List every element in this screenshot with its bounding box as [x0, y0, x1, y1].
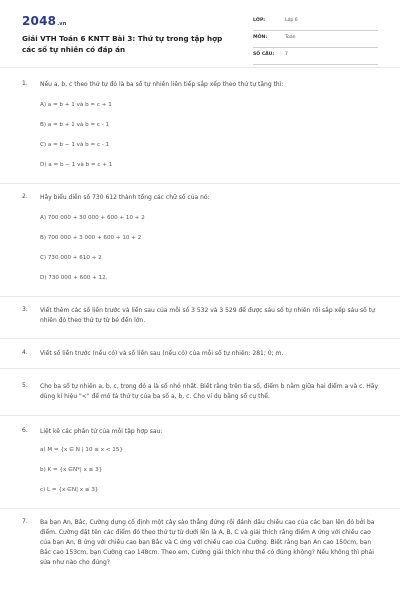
option-d: D) 730 000 + 600 + 12. [40, 275, 108, 281]
set-m: a) M = {x ∈ N | 10 ≤ x < 15} [40, 447, 123, 453]
logo-suffix: .vn [57, 21, 67, 27]
meta-row-count [253, 50, 378, 65]
question-separator [0, 338, 400, 339]
meta-value: 7 [285, 52, 288, 57]
question-text: Ba bạn An, Bắc, Cường dựng cố định một cây sào thẳng đứng rồi đánh dấu chiều cao của các bạn lên đó bởi ba điểm. Cường đặt tên các điểm đó theo thứ tự từ dưới lên là A, B, C và giải thích rằng điểm A ứng với chiều cao của bạn An, B ứng với chiều cao bạn Bắc và C ứng với chiều cao của Cường. Biết rằng bạn An cao 150cm, bạn Bắc cao 153cm, bạn Cường cao 148cm. Theo em, Cường giải thích như thế có đúng không? Nếu không thì phải sửa như nào cho đúng? [40, 519, 375, 566]
page-title: Giải VTH Toán 6 KNTT Bài 3: Thứ tự trong tập hợp các số tự nhiên có đáp án [22, 34, 223, 54]
meta-label: SỐ CÂU: [253, 52, 275, 57]
header-divider [0, 67, 400, 68]
set-k: b) K = {x ∈N*| x ≤ 3} [40, 467, 103, 473]
question-separator [0, 415, 400, 416]
question-number: 1. [22, 80, 28, 87]
meta-value: Toán [285, 35, 296, 40]
question-separator [0, 508, 400, 509]
logo-text: 2048 [22, 14, 57, 28]
site-logo[interactable] [22, 14, 67, 28]
question-number: 7. [22, 518, 28, 525]
meta-value: Lớp 6 [285, 18, 298, 23]
question-text: Viết số liền trước (nếu có) và số liền sau (nếu có) của mỗi số tự nhiên: 281; 0; m. [40, 350, 284, 357]
option-c: C) 730 000 + 610 + 2 [40, 255, 102, 261]
question-number: 4. [22, 349, 28, 356]
question-separator [0, 368, 400, 369]
question-number: 6. [22, 427, 28, 434]
option-d: D) a = b − 1 và b = c + 1 [40, 162, 113, 168]
meta-row-subject [253, 33, 378, 48]
question-text: Viết thêm các số liền trước và liền sau của mỗi số 3 532 và 3 529 để được sáu số tự nhiên rồi sắp xếp sáu số tự nhiên đó theo thứ tự từ bé đến lớn. [40, 307, 375, 324]
meta-row-class [253, 16, 378, 31]
option-b: B) a = b + 1 và b = c - 1 [40, 122, 110, 128]
question-text: Nếu a, b, c theo thứ tự đó là ba số tự nhiên liên tiếp sắp xếp theo thứ tự tăng thì: [40, 81, 284, 88]
meta-label: LỚP: [253, 18, 266, 23]
page-header [0, 0, 400, 64]
question-number: 3. [22, 306, 28, 313]
meta-label: MÔN: [253, 35, 268, 40]
question-number: 2. [22, 193, 28, 200]
question-text: Hãy biểu diễn số 730 612 thành tổng các chữ số của nó: [40, 194, 210, 201]
question-separator [0, 183, 400, 184]
question-number: 5. [22, 382, 28, 389]
option-a: A) 700 000 + 30 000 + 600 + 10 + 2 [40, 215, 145, 221]
question-text: Liệt kê các phần tử của mỗi tập hợp sau: [40, 428, 163, 435]
option-a: A) a = b + 1 và b = c + 1 [40, 102, 112, 108]
meta-info [253, 16, 378, 67]
option-b: B) 700 000 + 3 000 + 600 + 10 + 2 [40, 235, 142, 241]
option-c: C) a = b − 1 và b = c - 1 [40, 142, 110, 148]
question-text: Cho ba số tự nhiên a, b, c, trong đó a là số nhỏ nhất. Biết rằng trên tia số, điểm b nằm giữa hai điểm a và c. Hãy dùng kí hiệu "<" để mô tả thứ tự của ba số a, b, c. Cho ví dụ bằng số cụ thể. [40, 383, 379, 400]
set-l: c) L = {x ∈N| x ≤ 3} [40, 487, 99, 493]
question-separator [0, 296, 400, 297]
